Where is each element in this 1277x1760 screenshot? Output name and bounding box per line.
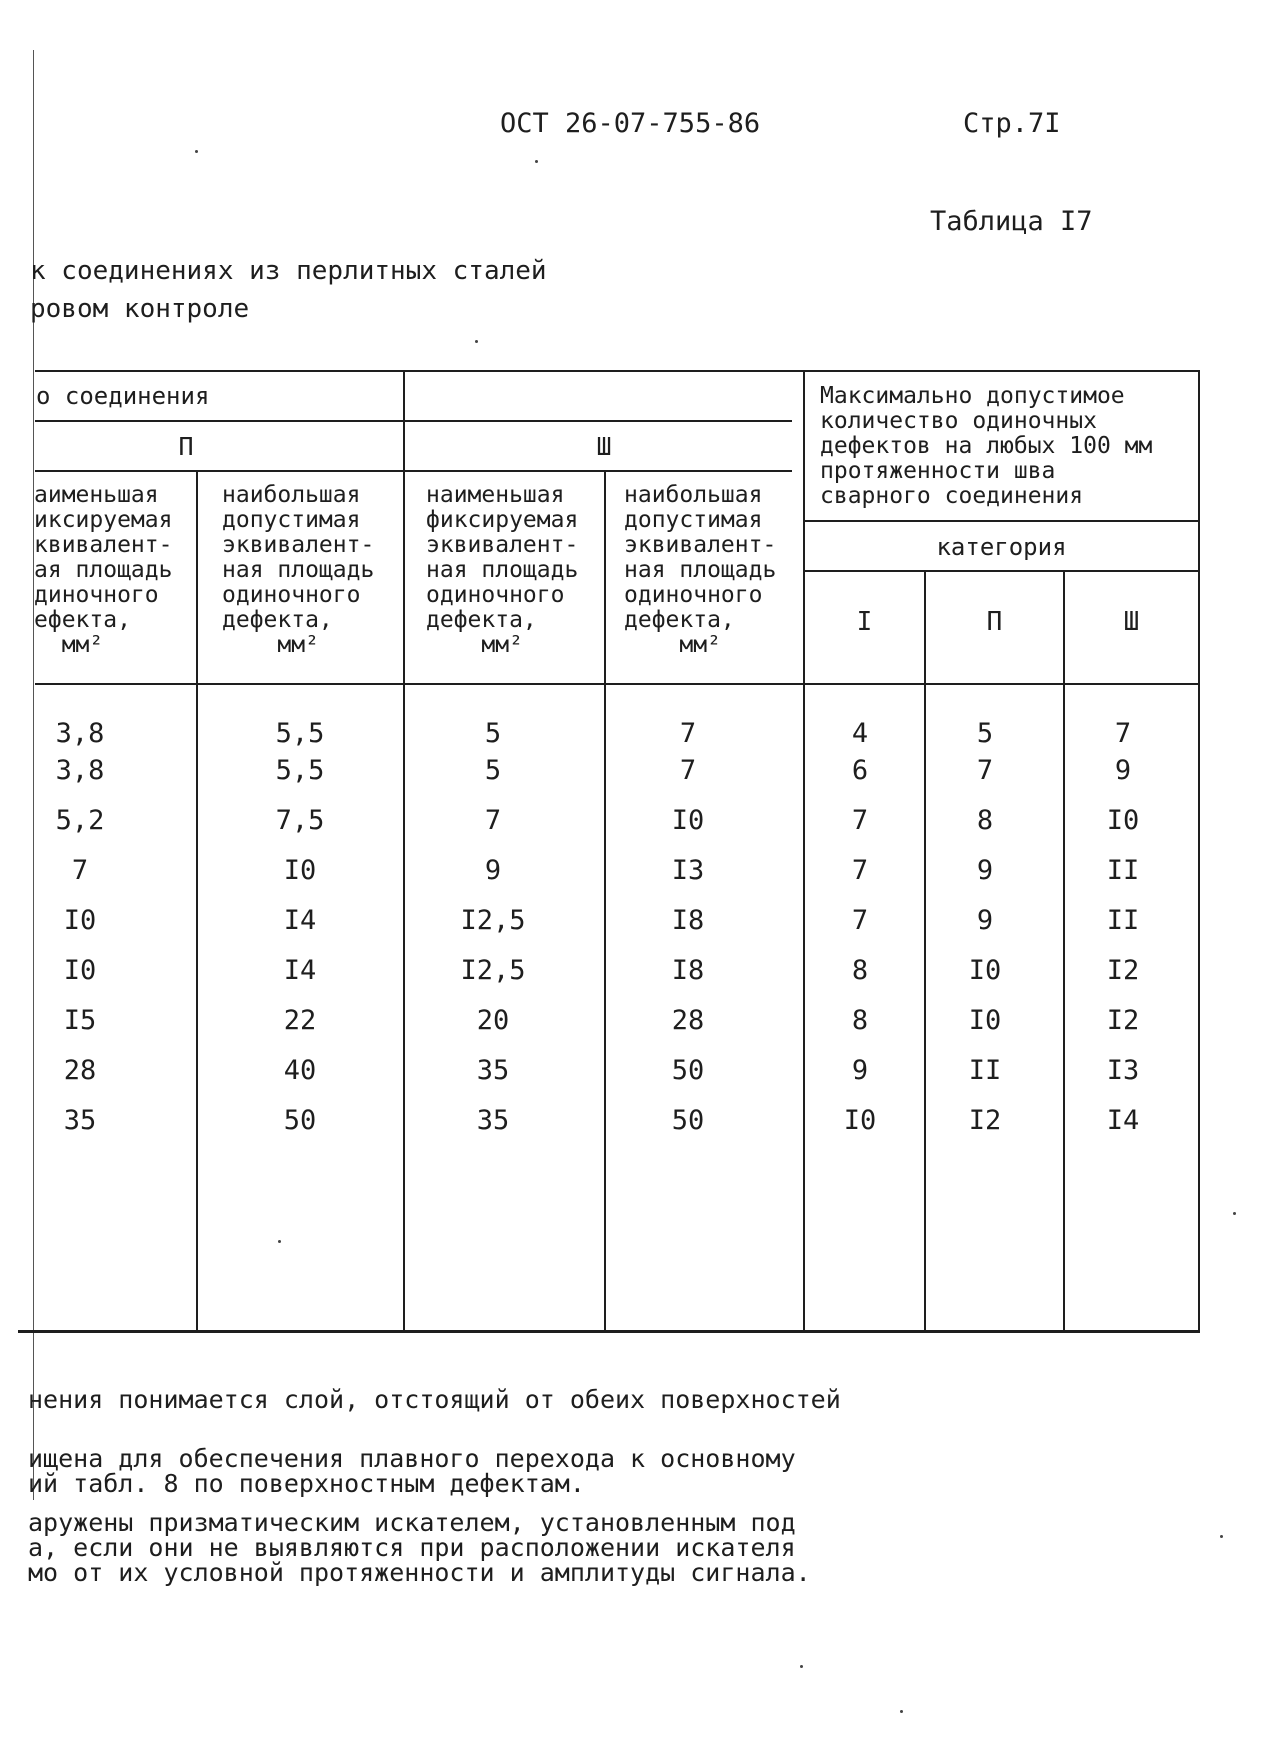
table-cell: 6: [851, 755, 869, 786]
col-head-max-allowed-2: наибольшая допустимая эквивалент- ная площадь одиночного дефекта, мм²: [222, 482, 375, 658]
table-cell: 28: [63, 1055, 97, 1086]
table-col-divider-2: [403, 370, 405, 1330]
table-cell: I0: [1106, 805, 1140, 836]
table-colhead-border: [35, 470, 792, 472]
table-cell: 50: [671, 1105, 705, 1136]
table-cell: I2,5: [460, 905, 526, 936]
table-bottom-border: [18, 1330, 1200, 1333]
subgroup-3-label: Ш: [596, 432, 612, 461]
scan-speck: [1233, 1212, 1236, 1215]
table-cell: II: [1106, 855, 1140, 886]
table-cell: 9: [484, 855, 502, 886]
table-cell: II: [968, 1055, 1002, 1086]
table-cell: I4: [1106, 1105, 1140, 1136]
table-cell: I0: [63, 905, 97, 936]
table-cell: 9: [976, 905, 994, 936]
table-cell: I0: [283, 855, 317, 886]
col-head-min-fixed-3: наименьшая фиксируемая эквивалент- ная площадь одиночного дефекта, мм²: [426, 482, 579, 658]
table-category-border: [805, 570, 1200, 572]
subgroup-2-label: П: [178, 432, 194, 461]
table-cell: 8: [976, 805, 994, 836]
table-cell: 5: [484, 755, 502, 786]
table-caption-line-1: к соединениях из перлитных сталей: [30, 256, 547, 286]
table-col-divider-4: [803, 370, 805, 1330]
table-cell: 7: [71, 855, 89, 886]
category-1-label: I: [856, 607, 873, 637]
col-head-min-fixed-2: аименьшая иксируемая квивалент- ая площадь диночного ефекта, мм²: [34, 482, 173, 658]
table-label: Таблица I7: [930, 206, 1093, 237]
table-cell: II: [1106, 905, 1140, 936]
table-cell: 5,2: [55, 805, 105, 836]
table-cell: 3,8: [55, 755, 105, 786]
category-label: категория: [936, 533, 1067, 561]
table-cell: 5: [976, 718, 994, 749]
table-cell: 7: [679, 755, 697, 786]
table-cell: 35: [476, 1055, 510, 1086]
table-cell: 7,5: [275, 805, 325, 836]
table-cell: 9: [851, 1055, 869, 1086]
table-cell: I5: [63, 1005, 97, 1036]
table-cell: I0: [968, 1005, 1002, 1036]
scan-speck: [195, 150, 198, 153]
table-cell: I4: [283, 955, 317, 986]
table-col-divider-6: [1063, 570, 1065, 1330]
table-cell: I3: [671, 855, 705, 886]
scan-speck: [475, 340, 478, 343]
table-cell: I0: [671, 805, 705, 836]
table-cell: 40: [283, 1055, 317, 1086]
table-cell: 5,5: [275, 718, 325, 749]
table-subgroup-border: [35, 420, 792, 422]
table-col-divider-3: [604, 470, 606, 1330]
table-cell: I8: [671, 905, 705, 936]
table-cell: 50: [671, 1055, 705, 1086]
table-cell: I0: [843, 1105, 877, 1136]
table-col-divider-5: [924, 570, 926, 1330]
footnote-3: аружены призматическим искателем, установленным под а, если они не выявляются при расположении искателя мо от их условной протяженности и амплитуды сигнала.: [28, 1508, 811, 1587]
table-cell: 4: [851, 718, 869, 749]
table-cell: 8: [851, 955, 869, 986]
table-cell: 35: [476, 1105, 510, 1136]
footnote-1: нения понимается слой, отстоящий от обеих поверхностей: [28, 1385, 841, 1414]
table-head-bottom-border: [35, 683, 1200, 685]
table-cell: I2,5: [460, 955, 526, 986]
table-right-border: [1198, 370, 1200, 1332]
scan-speck: [535, 160, 538, 163]
table-cell: I2: [1106, 1005, 1140, 1036]
category-3-label: Ш: [1123, 607, 1140, 637]
table-cell: I0: [968, 955, 1002, 986]
table-cell: 3,8: [55, 718, 105, 749]
table-cell: 9: [1114, 755, 1132, 786]
scan-speck: [900, 1710, 903, 1713]
table-cell: 7: [679, 718, 697, 749]
joint-group-label: о соединения: [36, 382, 210, 410]
table-cell: 7: [1114, 718, 1132, 749]
table-cell: I3: [1106, 1055, 1140, 1086]
scan-speck: [800, 1665, 803, 1668]
table-cell: 50: [283, 1105, 317, 1136]
table-cell: I0: [63, 955, 97, 986]
scan-speck: [278, 1240, 281, 1243]
table-cell: 5,5: [275, 755, 325, 786]
table-cell: I2: [968, 1105, 1002, 1136]
table-cell: 7: [851, 905, 869, 936]
document-code: ОСТ 26-07-755-86: [500, 108, 761, 139]
table-cell: 22: [283, 1005, 317, 1036]
table-cell: I4: [283, 905, 317, 936]
table-cell: 5: [484, 718, 502, 749]
table-cell: 20: [476, 1005, 510, 1036]
table-col-divider-1: [196, 470, 198, 1330]
table-cell: 7: [851, 855, 869, 886]
max-defects-head: Максимально допустимое количество одиночных дефектов на любых 100 мм протяженности шва сварного соединения: [820, 383, 1153, 509]
footnote-2: ищена для обеспечения плавного перехода к основному ий табл. 8 по поверхностным дефектам.: [28, 1444, 796, 1498]
table-maxdef-border: [805, 520, 1200, 522]
table-cell: 7: [976, 755, 994, 786]
table-cell: 28: [671, 1005, 705, 1036]
table-top-border: [35, 370, 1200, 372]
table-cell: 8: [851, 1005, 869, 1036]
category-2-label: П: [986, 607, 1003, 637]
table-cell: I2: [1106, 955, 1140, 986]
table-cell: 9: [976, 855, 994, 886]
table-cell: I8: [671, 955, 705, 986]
table-caption-line-2: ровом контроле: [30, 294, 250, 324]
scan-speck: [1220, 1535, 1223, 1538]
table-cell: 35: [63, 1105, 97, 1136]
table-cell: 7: [851, 805, 869, 836]
table-cell: 7: [484, 805, 502, 836]
col-head-max-allowed-3: наибольшая допустимая эквивалент- ная площадь одиночного дефекта, мм²: [624, 482, 777, 658]
page-number: Стр.7I: [963, 108, 1061, 139]
